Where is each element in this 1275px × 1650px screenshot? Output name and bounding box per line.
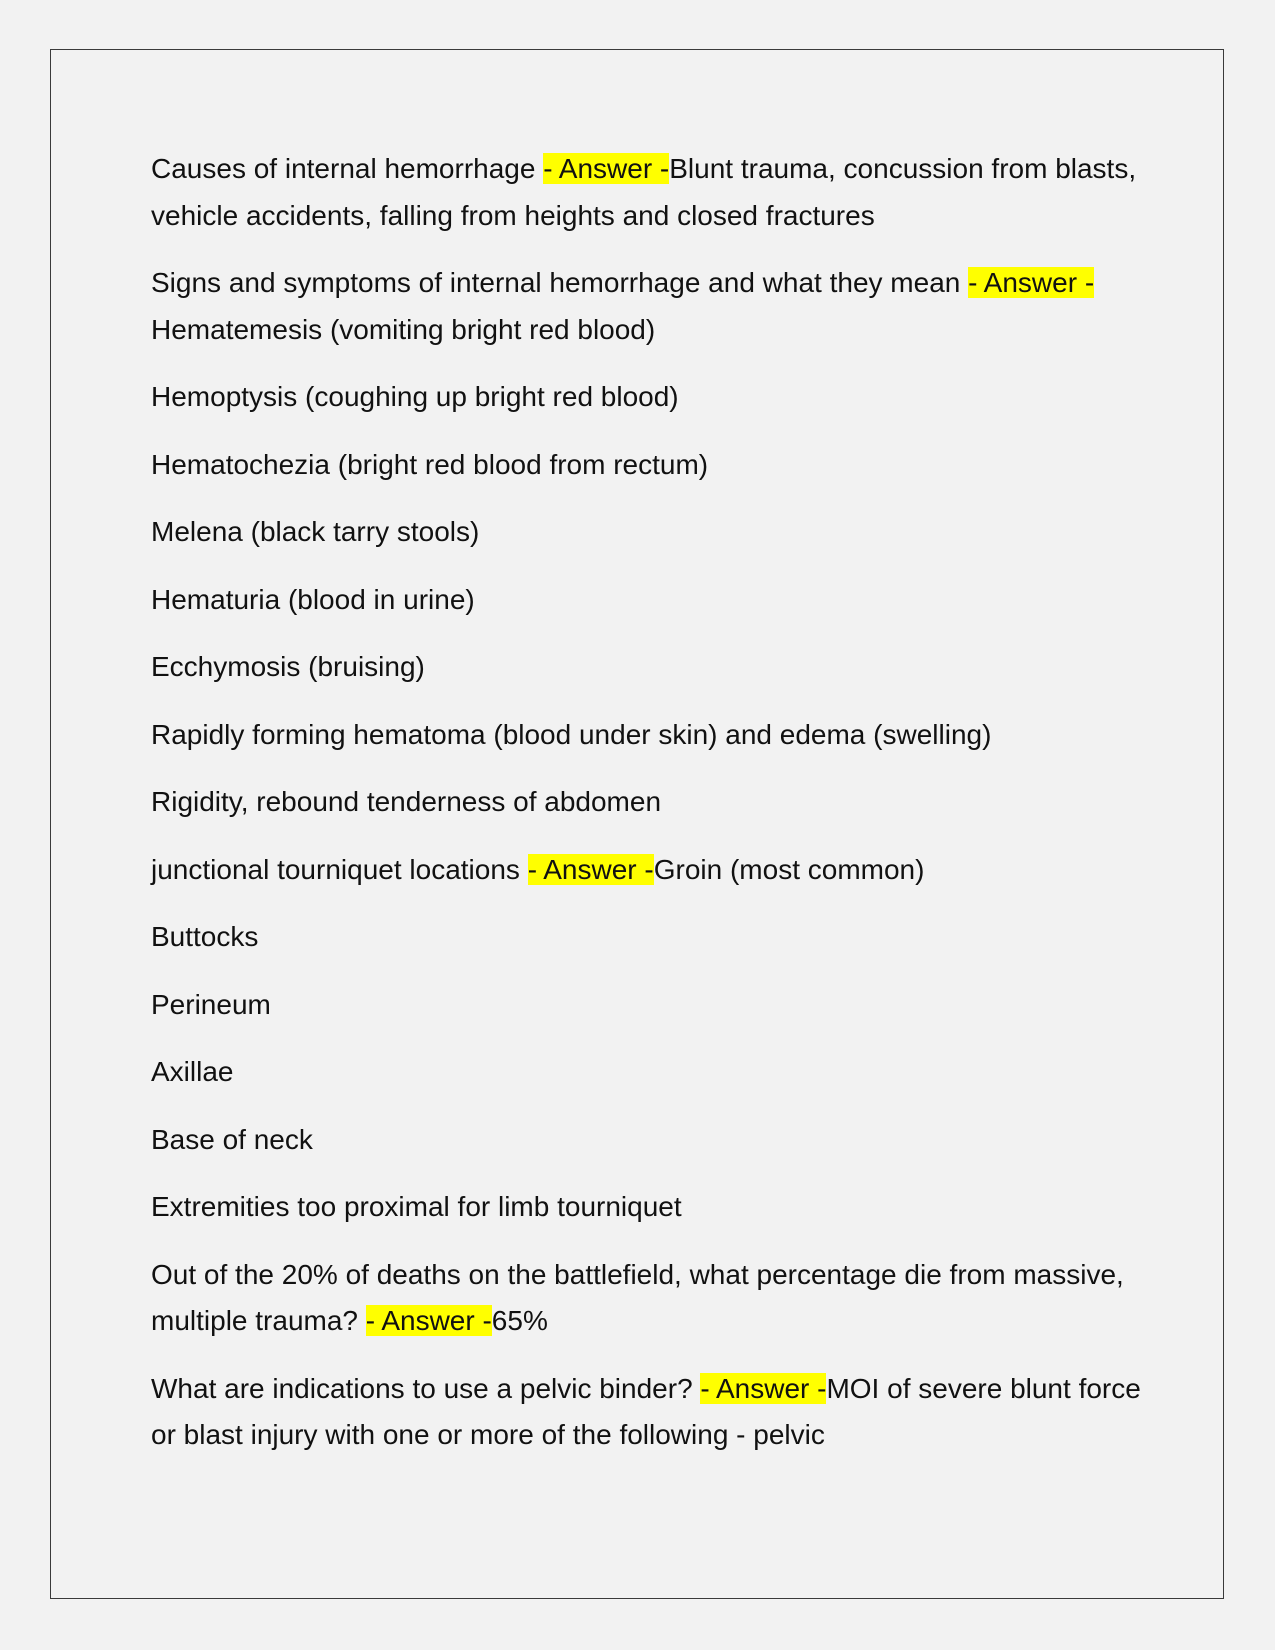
list-line: Hemoptysis (coughing up bright red blood) [151, 381, 679, 412]
question-text: Out of the 20% of deaths on the battlefield, what percentage die from massive, multiple trauma? [151, 1258, 1124, 1336]
answer-text: 65% [491, 1305, 548, 1336]
list-line: Ecchymosis (bruising) [151, 651, 425, 682]
answer-marker: - Answer - [365, 1305, 492, 1336]
question-text: junctional tourniquet locations [151, 853, 528, 885]
question-text: What are indications to use a pelvic binder? [151, 1372, 701, 1404]
document-page [50, 49, 1224, 1599]
list-line: Rapidly forming hematoma (blood under skin) and edema (swelling) [151, 718, 992, 750]
answer-marker: - Answer - [527, 853, 654, 885]
answer-text: Blunt trauma, concussion from blasts, vehicle accidents, falling from heights and closed fractures [151, 153, 1137, 231]
answer-marker: - Answer - [700, 1372, 827, 1404]
question-text: Signs and symptoms of internal hemorrhage and what they mean [151, 267, 969, 298]
list-line: Perineum [151, 988, 271, 1020]
list-line: Hematuria (blood in urine) [151, 583, 475, 615]
qa-paragraph [151, 1366, 1141, 1459]
answer-text: Groin (most common) [653, 853, 925, 885]
list-line: Melena (black tarry stools) [151, 516, 480, 547]
list-line: Base of neck [151, 1123, 313, 1155]
document-body [151, 146, 1141, 1480]
list-line: Extremities too proximal for limb tourniquet [151, 1191, 682, 1222]
list-line: Axillae [151, 1056, 234, 1087]
question-text: Causes of internal hemorrhage [151, 153, 544, 184]
list-line: Buttocks [151, 921, 259, 952]
answer-text: Hematemesis (vomiting bright red blood) [151, 313, 656, 345]
qa-paragraph [151, 1252, 1141, 1345]
qa-paragraph [151, 146, 1141, 239]
answer-marker: - Answer - [968, 267, 1095, 298]
qa-paragraph [151, 260, 1141, 353]
answer-marker: - Answer - [543, 153, 670, 184]
qa-paragraph [151, 847, 1141, 894]
answer-text: MOI of severe blunt force or blast injury with one or more of the following - pelvic [151, 1372, 1141, 1450]
list-line: Rigidity, rebound tenderness of abdomen [151, 786, 662, 817]
list-line: Hematochezia (bright red blood from rectum) [151, 448, 709, 480]
